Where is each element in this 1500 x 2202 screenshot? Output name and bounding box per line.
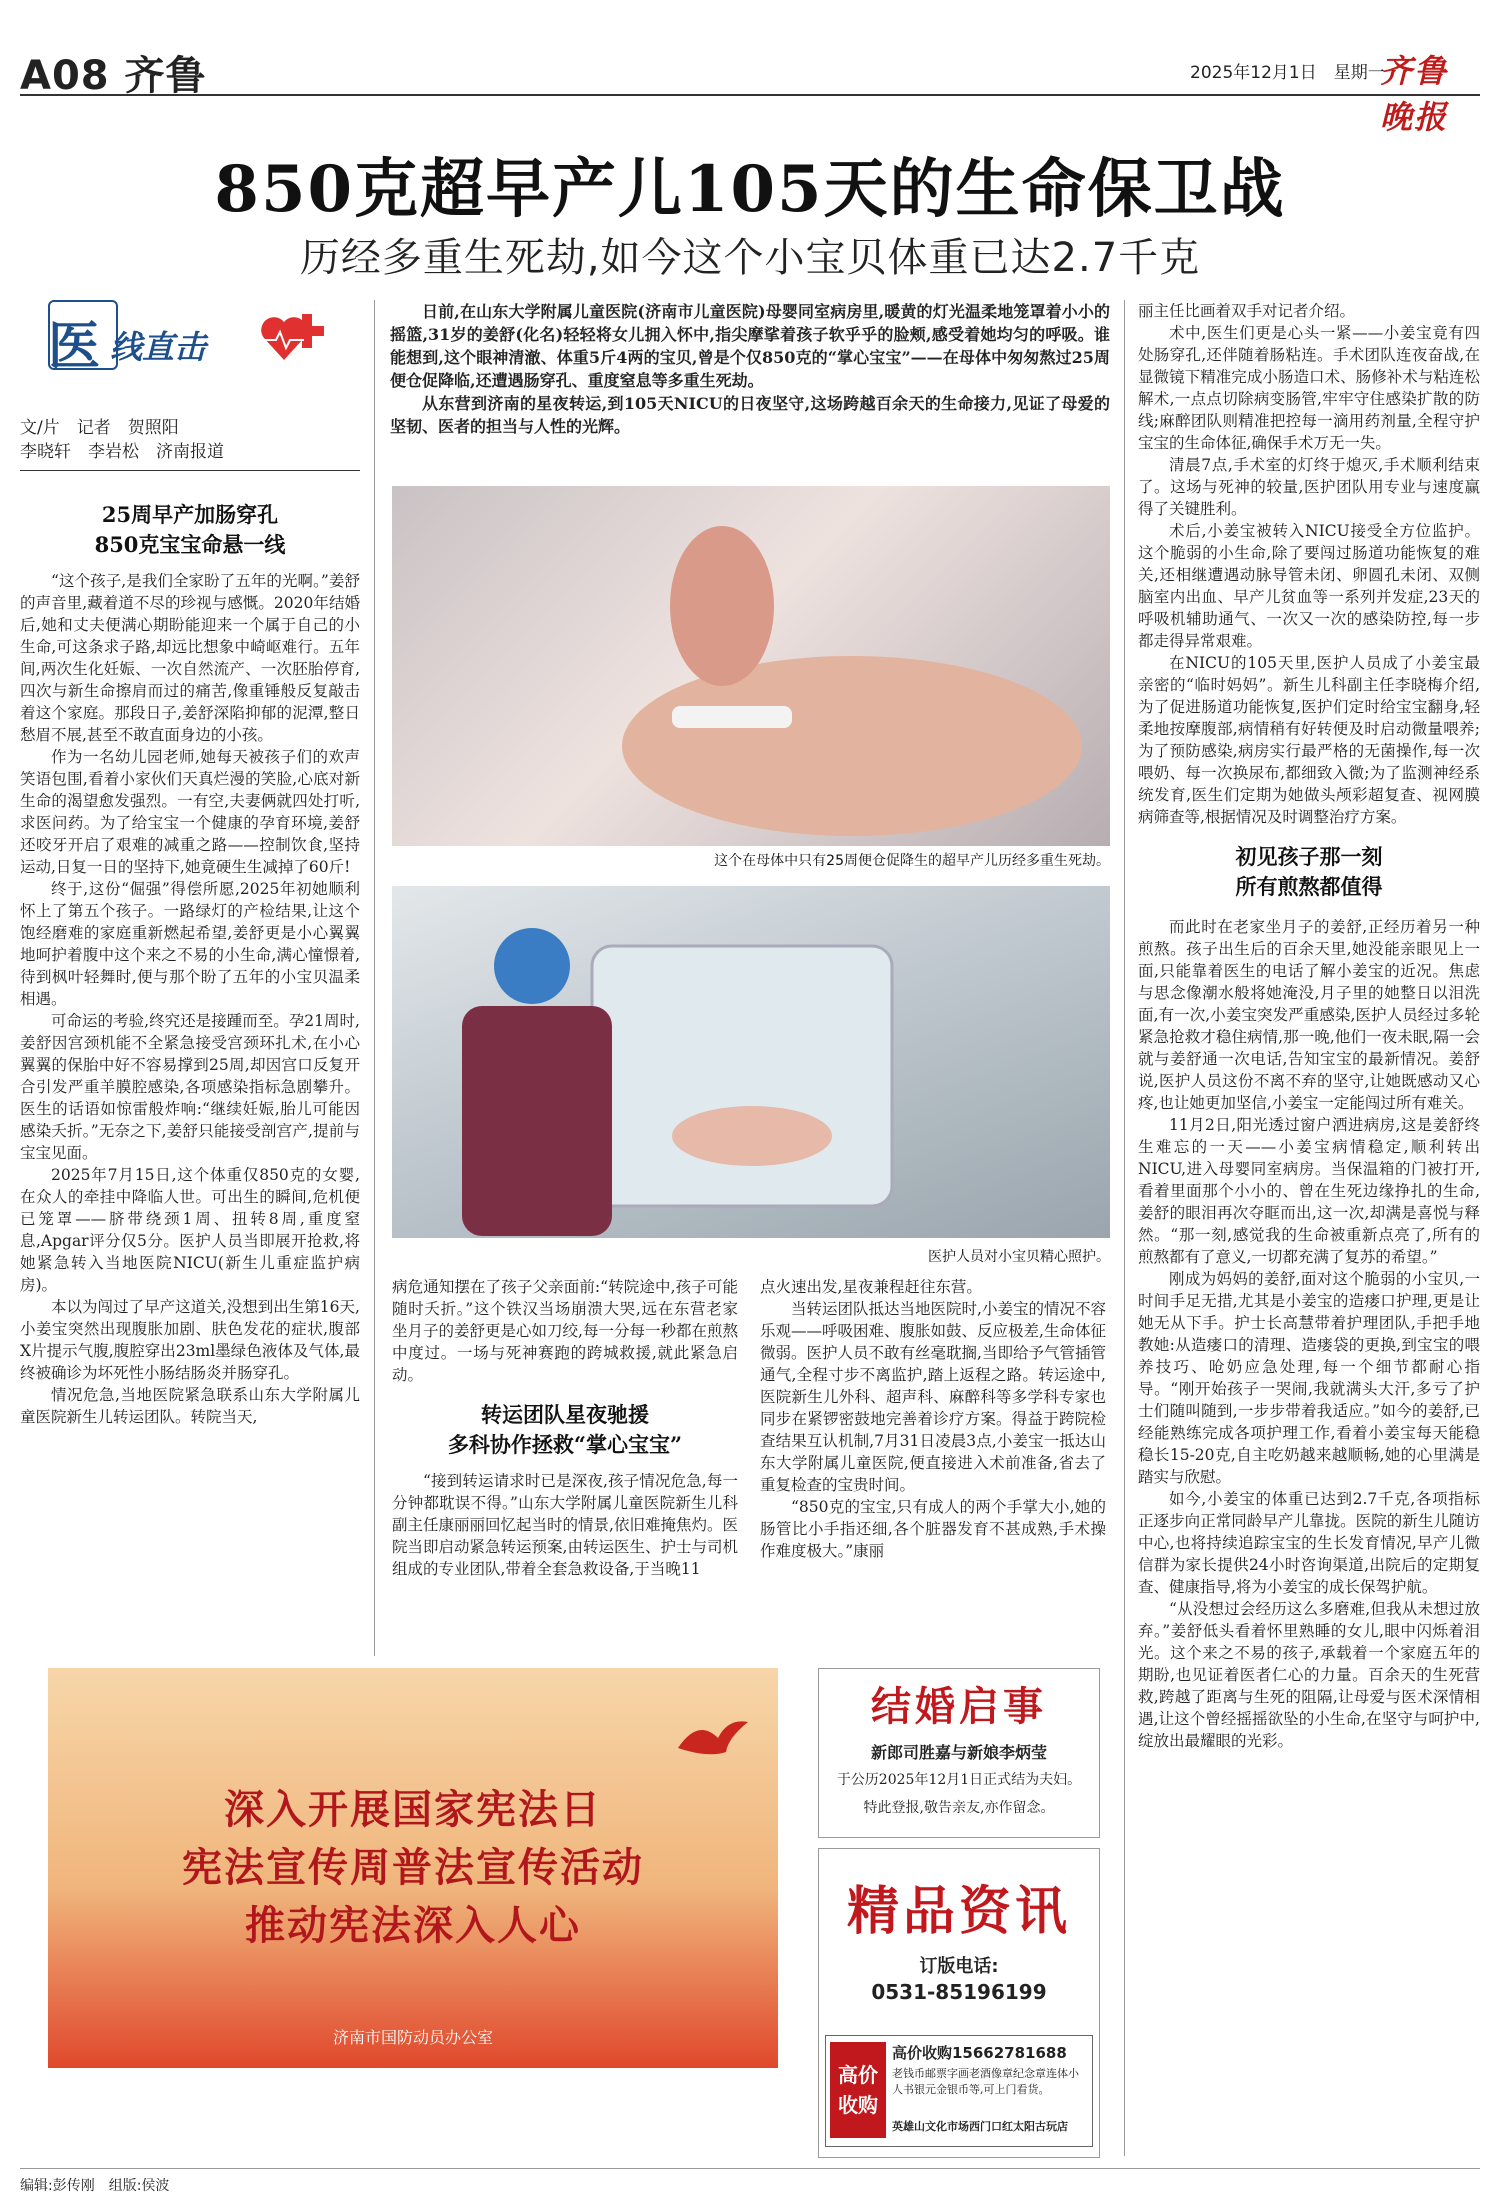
column-divider	[374, 300, 375, 1656]
byline-line1: 文/片 记者 贺照阳	[20, 418, 179, 438]
paragraph: 而此时在老家坐月子的姜舒,正经历着另一种煎熬。孩子出生后的百余天里,她没能亲眼见上一面,只能靠着医生的电话了解小姜宝的近况。焦虑与思念像潮水般将她淹没,月子里的她整日以泪洗面,有一次,小姜宝突发严重感染,医护人员经过多轮紧急抢救才稳住病情,那一晚,他们一夜未眠,隔一会就与姜舒通一次电话,告知宝宝的最新情况。姜舒说,医护人员这份不离不弃的坚守,让她既感动又心疼,也让她更加坚信,小姜宝一定能闯过所有难关。	[1138, 918, 1480, 1112]
collect-tag: 高价 收购	[830, 2042, 886, 2138]
paragraph: 当转运团队抵达当地医院时,小姜宝的情况不容乐观——呼吸困难、腹胀如鼓、反应极差,生命体征微弱。医护人员不敢有丝毫耽搁,当即给予气管插管通气,全程寸步不离监护,踏上返程之路。转运途中,医院新生儿外科、超声科、麻醉科等多学科专家也同步在紧锣密鼓地完善着诊疗方案。得益于跨院检查结果互认机制,7月31日凌晨3点,小姜宝一抵达山东大学附属儿童医院,便直接进入术前准备,省去了重复检查的宝贵时间。	[760, 1300, 1106, 1494]
paragraph: 清晨7点,手术室的灯终于熄灭,手术顺利结束了。这场与死神的较量,医护团队用专业与速度赢得了关键胜利。	[1138, 456, 1480, 518]
intro	[390, 300, 1110, 470]
photo-baby-foot	[392, 486, 1110, 846]
paragraph: “从没想过会经历这么多磨难,但我从未想过放弃。”姜舒低头看着怀里熟睡的女儿,眼中闪烁着泪光。这个来之不易的孩子,承载着一个家庭五年的期盼,也见证着医者仁心的力量。百余天的生死营救,跨越了距离与生死的阻隔,让母爱与医术深情相遇,让这个曾经摇摇欲坠的小生命,在坚守与呵护中,绽放出最耀眼的光彩。	[1138, 1600, 1480, 1750]
masthead	[20, 40, 1480, 136]
paragraph: 终于,这份“倔强”得偿所愿,2025年初她顺利怀上了第五个孩子。一路绿灯的产检结果,让这个饱经磨难的家庭重新燃起希望,姜舒更是小心翼翼地呵护着腹中这个来之不易的小生命,满心憧憬着,待到枫叶轻舞时,便与那个盼了五年的小宝贝温柔相遇。	[20, 880, 360, 1008]
classifieds-box	[818, 1848, 1100, 2158]
classifieds-tel-label: 订版电话:	[919, 1956, 999, 1977]
paragraph: 如今,小姜宝的体重已达到2.7千克,各项指标正逐步向正常同龄早产儿靠拢。医院的新生儿随访中心,也将持续追踪宝宝的生长发育情况,早产儿微信群为家长提供24小时咨询渠道,出院后的定期复查、健康指导,将为小姜宝的成长保驾护航。	[1138, 1490, 1480, 1596]
collect-text: 老钱币邮票字画老酒像章纪念章连体小人书银元金银币等,可上门看货。	[892, 2067, 1079, 2096]
photo-nicu-care	[392, 886, 1110, 1238]
column-3	[760, 1276, 1106, 1656]
issue-date: 2025年12月1日 星期一	[1190, 63, 1385, 83]
paragraph: 2025年7月15日,这个体重仅850克的女婴,在众人的牵挂中降临人世。可出生的瞬间,危机便已笼罩——脐带绕颈1周、扭转8周,重度窒息,Apgar评分仅5分。医护人员当即展开抢救,将她紧急转入当地医院NICU(新生儿重症监护病房)。	[20, 1166, 360, 1294]
headline: 850克超早产儿105天的生命保卫战	[214, 152, 1286, 227]
paragraph: 在NICU的105天里,医护人员成了小姜宝最亲密的“临时妈妈”。新生儿科副主任李晓梅介绍,为了促进肠道功能恢复,医护们定时给宝宝翻身,轻柔地按摩腹部,病情稍有好转便及时启动微量喂养;为了预防感染,病房实行最严格的无菌操作,每一次喂奶、每一次换尿布,都细致入微;为了监测神经系统发育,医生们定期为她做头颅彩超复查、视网膜病筛查等,根据情况及时调整治疗方案。	[1138, 654, 1480, 826]
paragraph: 术中,医生们更是心头一紧——小姜宝竟有四处肠穿孔,还伴随着肠粘连。手术团队连夜奋战,在显微镜下精准完成小肠造口术、肠修补术与粘连松解术,一点点切除病变肠管,牢牢守住感染扩散的防线;麻醉团队则精准把控每一滴用药剂量,全程守护宝宝的生命体征,确保手术万无一失。	[1138, 324, 1480, 452]
ad-sponsor: 济南市国防动员办公室	[332, 2028, 493, 2047]
constitution-day-ad	[48, 1668, 778, 2068]
section-heading-3: 初见孩子那一刻 所有煎熬都值得	[1235, 844, 1383, 899]
classifieds-title: 精品资讯	[846, 1881, 1071, 1942]
paragraph: “850克的宝宝,只有成人的两个手掌大小,她的肠管比小手指还细,各个脏器发育不甚成熟,手术操作难度极大。”康丽	[760, 1498, 1106, 1560]
paragraph: “接到转运请求时已是深夜,孩子情况危急,每一分钟都耽误不得。”山东大学附属儿童医院新生儿科副主任康丽丽回忆起当时的情景,依旧难掩焦灼。医院当即启动紧急转运预案,由转运医生、护士与司机组成的专业团队,带着全套急救设备,于当晚11	[392, 1472, 738, 1578]
logo-text: 线直击	[110, 328, 207, 366]
paragraph: 术后,小姜宝被转入NICU接受全方位监护。这个脆弱的小生命,除了要闯过肠道功能恢复的难关,还相继遭遇动脉导管未闭、卵圆孔未闭、双侧脑室内出血、早产儿贫血等一系列并发症,23天的呼吸机辅助通气、一次又一次的感染防控,每一步都走得异常艰难。	[1138, 522, 1480, 650]
ad-line: 推动宪法深入人心	[245, 1903, 581, 1949]
intro-paragraph: 日前,在山东大学附属儿童医院(济南市儿童医院)母婴同室病房里,暖黄的灯光温柔地笼罩着小小的摇篮,31岁的姜舒(化名)轻轻将女儿拥入怀中,指尖摩挲着孩子软乎乎的脸颊,感受着她均匀的呼吸。谁能想到,这个眼神清澈、体重5斤4两的宝贝,曾是个仅850克的“掌心宝宝”——在母体中匆匆熬过25周便仓促降临,还遭遇肠穿孔、重度窒息等多重生死劫。	[390, 302, 1110, 390]
paragraph: 丽主任比画着双手对记者介绍。	[1138, 302, 1356, 320]
nurse-incubator-illustration	[392, 886, 1110, 1238]
newspaper-logo: 齐鲁晚报	[1380, 52, 1449, 136]
wedding-announcement	[818, 1668, 1100, 1838]
photo-caption: 这个在母体中只有25周便仓促降生的超早产儿历经多重生死劫。	[714, 853, 1110, 869]
paragraph: 病危通知摆在了孩子父亲面前:“转院途中,孩子可能随时夭折。”这个铁汉当场崩溃大哭,远在东营老家坐月子的姜舒更是心如刀绞,每一分每一秒都在煎熬中度过。一场与死神赛跑的跨城救援,就此紧急启动。	[392, 1278, 738, 1384]
section-heading-1: 25周早产加肠穿孔 850克宝宝命悬一线	[94, 502, 286, 557]
subheadline: 历经多重生死劫,如今这个小宝贝体重已达2.7千克	[299, 235, 1201, 281]
classifieds-tel: 0531-85196199	[871, 1980, 1047, 2004]
paragraph: 刚成为妈妈的姜舒,面对这个脆弱的小宝贝,一时间手足无措,尤其是小姜宝的造瘘口护理,更是让她无从下手。护士长高慧带着护理团队,手把手地教她:从造瘘口的清理、造瘘袋的更换,到宝宝的喂养技巧、呛奶应急处理,每一个细节都耐心指导。“刚开始孩子一哭闹,我就满头大汗,多亏了护士们随叫随到,一步步带着我适应。”如今的姜舒,已经能熟练完成各项护理工作,看着小姜宝每天能稳稳长15-20克,自主吃奶越来越顺畅,她的心里满是踏实与欣慰。	[1138, 1270, 1480, 1486]
column-2	[392, 1276, 738, 1656]
wedding-date: 于公历2025年12月1日正式结为夫妇。	[836, 1772, 1082, 1788]
paragraph: 本以为闯过了早产这道关,没想到出生第16天,小姜宝突然出现腹胀加剧、肤色发花的症状,腹部X片提示气腹,腹腔穿出23ml墨绿色液体及气体,最终被确诊为坏死性小肠结肠炎并肠穿孔。	[20, 1298, 360, 1382]
paragraph: “这个孩子,是我们全家盼了五年的光啊。”姜舒的声音里,藏着道不尽的珍视与感慨。2020年结婚后,她和丈夫便满心期盼能迎来一个属于自己的小生命,可这条求子路,却远比想象中崎岖难行。五年间,两次生化妊娠、一次自然流产、一次胚胎停育,四次与新生命擦肩而过的痛苦,像重锤般反复敲击着这个家庭。那段日子,姜舒深陷抑郁的泥潭,整日愁眉不展,甚至不敢直面身边的小孩。	[20, 572, 360, 744]
wedding-tail: 特此登报,敬告亲友,亦作留念。	[863, 1800, 1055, 1816]
paragraph: 11月2日,阳光透过窗户洒进病房,这是姜舒终生难忘的一天——小姜宝病情稳定,顺利转出NICU,进入母婴同室病房。当保温箱的门被打开,看着里面那个小小的、曾在生死边缘挣扎的生命,姜舒的眼泪再次夺眶而出,这一次,却满是喜悦与释然。“那一刻,感觉我的生命被重新点亮了,所有的煎熬都有了意义,一切都充满了复苏的希望。”	[1138, 1116, 1480, 1266]
ad-line: 宪法宣传周普法宣传活动	[182, 1845, 644, 1891]
baby-foot-illustration	[392, 486, 1110, 846]
paragraph: 作为一名幼儿园老师,她每天被孩子们的欢声笑语包围,看着小家伙们天真烂漫的笑脸,心底对新生命的渴望愈发强烈。一有空,夫妻俩就四处打听,求医问药。为了给宝宝一个健康的孕育环境,姜舒还咬牙开启了艰难的减重之路——控制饮食,坚持运动,日复一日的坚持下,她竟硬生生减掉了60斤!	[20, 748, 360, 876]
byline	[20, 416, 360, 471]
section-heading-2: 转运团队星夜驰援 多科协作拯救“掌心宝宝”	[447, 1402, 683, 1457]
ad-line: 深入开展国家宪法日	[224, 1787, 602, 1833]
wedding-names: 新郎司胜嘉与新娘李炳莹	[870, 1743, 1047, 1762]
collect-ad	[825, 2035, 1093, 2147]
intro-paragraph: 从东营到济南的星夜转运,到105天NICU的日夜坚守,这场跨越百余天的生命接力,见证了母爱的坚韧、医者的担当与人性的光辉。	[390, 394, 1110, 436]
collect-title: 高价收购15662781688	[892, 2044, 1067, 2062]
photo-caption: 医护人员对小宝贝精心照护。	[928, 1249, 1110, 1265]
paragraph: 点火速出发,星夜兼程赶往东营。	[760, 1278, 982, 1296]
paragraph: 情况危急,当地医院紧急联系山东大学附属儿童医院新生儿转运团队。转院当天,	[20, 1386, 360, 1426]
wedding-title: 结婚启事	[871, 1683, 1047, 1730]
paragraph: 可命运的考验,终究还是接踵而至。孕21周时,姜舒因宫颈机能不全紧急接受宫颈环扎术,在小心翼翼的保胎中好不容易撑到25周,却因宫口反复开合引发严重羊膜腔感染,各项感染指标急剧攀升。医生的话语如惊雷般炸响:“继续妊娠,胎儿可能因感染夭折。”无奈之下,姜舒只能接受剖宫产,提前与宝宝见面。	[20, 1012, 360, 1162]
ad-text-block	[48, 1668, 778, 2068]
heart-plus-icon	[258, 308, 324, 368]
logo-char: 医	[48, 316, 101, 377]
column-logo	[48, 300, 328, 376]
footer-credits: 编辑:彭传刚 组版:侯波	[20, 2168, 1480, 2195]
column-divider	[1124, 300, 1125, 2156]
column-4	[1138, 300, 1480, 2158]
column-1	[20, 500, 360, 1656]
page-section-label: A08 齐鲁	[20, 53, 207, 99]
collect-address: 英雄山文化市场西门口红太阳古玩店	[892, 2120, 1068, 2133]
byline-line2: 李晓轩 李岩松 济南报道	[20, 442, 224, 462]
